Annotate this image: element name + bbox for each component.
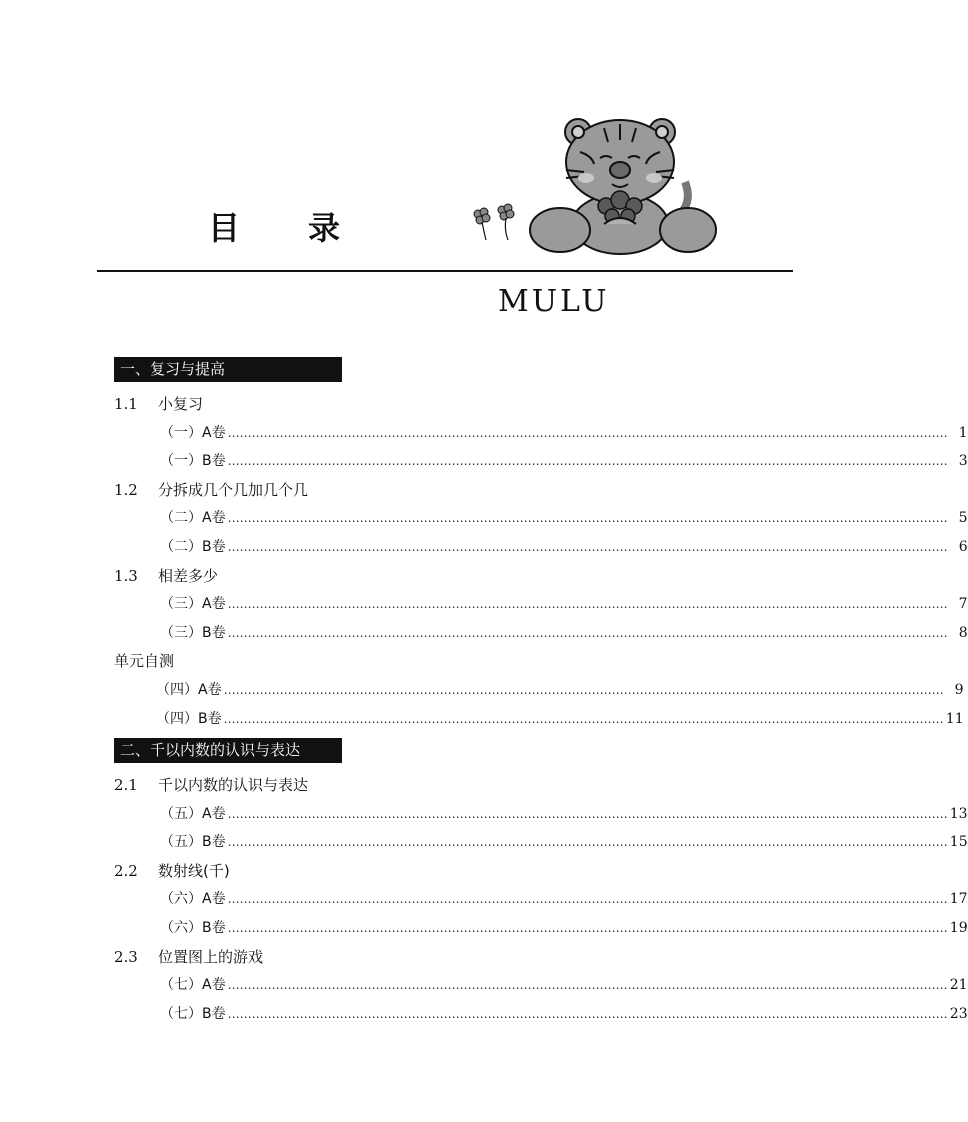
toc-page-number: 8: [958, 624, 968, 641]
toc-subsection: [114, 861, 230, 881]
header-divider: [97, 270, 793, 272]
toc-entry-label: （四）B卷: [156, 710, 222, 727]
toc-page-number: 3: [958, 453, 968, 470]
toc-page-number: 15: [949, 834, 968, 851]
toc-subsection-title: 位置图上的游戏: [158, 947, 264, 966]
toc-entry-label: （六）A卷: [160, 891, 226, 908]
toc-entry[interactable]: [160, 594, 968, 614]
toc-page-number: 11: [945, 710, 964, 727]
toc-page-number: 1: [958, 424, 968, 441]
toc-leader-dots: ………………………………………………………………………………………………………………………………………………………………: [227, 625, 948, 640]
toc-subsection-number: 2.3: [114, 947, 138, 966]
toc-entry-label: （一）A卷: [160, 424, 226, 441]
toc-subsection: [114, 394, 203, 414]
toc-entry[interactable]: [160, 623, 968, 643]
toc-subsection: [114, 566, 218, 586]
toc-leader-dots: ………………………………………………………………………………………………………………………………………………………………: [227, 540, 948, 554]
toc-leader-dots: ………………………………………………………………………………………………………………………………………………………………: [227, 1006, 948, 1021]
toc-entry-label: （七）A卷: [160, 977, 226, 994]
page-title-char-2: 录: [308, 209, 341, 247]
toc-entry-label: （七）B卷: [160, 1005, 226, 1022]
page-subtitle: MULU: [498, 284, 610, 319]
toc-leader-dots: ………………………………………………………………………………………………………………………………………………………………: [223, 711, 944, 726]
toc-leader-dots: ………………………………………………………………………………………………………………………………………………………………: [227, 978, 948, 993]
toc-entry-label: （五）B卷: [160, 834, 226, 851]
toc-entry-label: （一）B卷: [160, 453, 226, 470]
toc-entry[interactable]: [156, 680, 964, 700]
toc-leader-dots: ………………………………………………………………………………………………………………………………………………………………: [227, 425, 948, 440]
toc-subsection: [114, 775, 308, 795]
toc-subsection-title: 相差多少: [158, 566, 219, 585]
toc-entry[interactable]: [160, 918, 968, 938]
toc-subsection-title: 数射线(千): [158, 861, 230, 880]
toc-leader-dots: ………………………………………………………………………………………………………………………………………………………………: [227, 597, 948, 612]
section-header: 二、千以内数的认识与表达: [114, 738, 342, 763]
toc-entry[interactable]: [160, 975, 968, 995]
toc-page-number: 7: [958, 596, 968, 613]
toc-entry[interactable]: [160, 1004, 968, 1024]
toc-leader-dots: ………………………………………………………………………………………………………………………………………………………………: [227, 511, 948, 526]
toc-entry[interactable]: [160, 423, 968, 443]
toc-page-number: 6: [958, 539, 968, 555]
toc-entry[interactable]: [156, 709, 964, 729]
toc-subsection-title: 单元自测: [114, 652, 175, 671]
toc-entry[interactable]: [160, 889, 968, 909]
toc-leader-dots: ………………………………………………………………………………………………………………………………………………………………: [227, 921, 948, 935]
toc-subsection-title: 千以内数的认识与表达: [158, 776, 309, 794]
toc-leader-dots: ………………………………………………………………………………………………………………………………………………………………: [227, 892, 948, 907]
toc-entry-label: （三）A卷: [160, 596, 226, 613]
toc-entry[interactable]: [160, 508, 968, 528]
toc-subsection-number: 2.2: [114, 861, 138, 880]
toc-entry-label: （二）A卷: [160, 510, 226, 527]
toc-entry-label: （四）A卷: [156, 682, 222, 698]
page-title-char-1: 目: [208, 209, 241, 247]
toc-page-number: 23: [949, 1005, 968, 1022]
toc-entry-label: （二）B卷: [160, 539, 226, 555]
toc-subsection-number: 1.3: [114, 566, 138, 585]
toc-entry[interactable]: [160, 537, 968, 557]
toc-entry-label: （三）B卷: [160, 624, 226, 641]
toc-leader-dots: ………………………………………………………………………………………………………………………………………………………………: [223, 683, 944, 697]
toc-subsection-number: 1.1: [114, 395, 138, 413]
toc-leader-dots: ………………………………………………………………………………………………………………………………………………………………: [227, 806, 948, 821]
toc-page-number: 21: [949, 977, 968, 994]
clover-flowers-icon: [468, 202, 520, 242]
toc-leader-dots: ………………………………………………………………………………………………………………………………………………………………: [227, 835, 948, 850]
toc-entry[interactable]: [160, 832, 968, 852]
toc-page-number: 13: [949, 805, 968, 822]
toc-subsection-title: 小复习: [158, 395, 204, 413]
toc-subsection: [114, 651, 174, 671]
toc-entry[interactable]: [160, 804, 968, 824]
toc-subsection: [114, 480, 308, 500]
toc-page-number: 19: [949, 920, 968, 936]
toc-leader-dots: ………………………………………………………………………………………………………………………………………………………………: [227, 454, 948, 469]
toc-page-number: 17: [949, 891, 968, 908]
toc-page-number: 9: [954, 682, 964, 698]
toc-subsection-number: 2.1: [114, 776, 138, 794]
toc-subsection-number: 1.2: [114, 480, 138, 499]
toc-entry-label: （六）B卷: [160, 920, 226, 936]
toc-entry[interactable]: [160, 451, 968, 471]
section-header: 一、复习与提高: [114, 357, 342, 382]
toc-subsection-title: 分拆成几个几加几个几: [158, 480, 309, 499]
tiger-mascot-icon: [520, 112, 720, 262]
toc-entry-label: （五）A卷: [160, 805, 226, 822]
toc-page-number: 5: [958, 510, 968, 527]
toc-subsection: [114, 947, 263, 967]
